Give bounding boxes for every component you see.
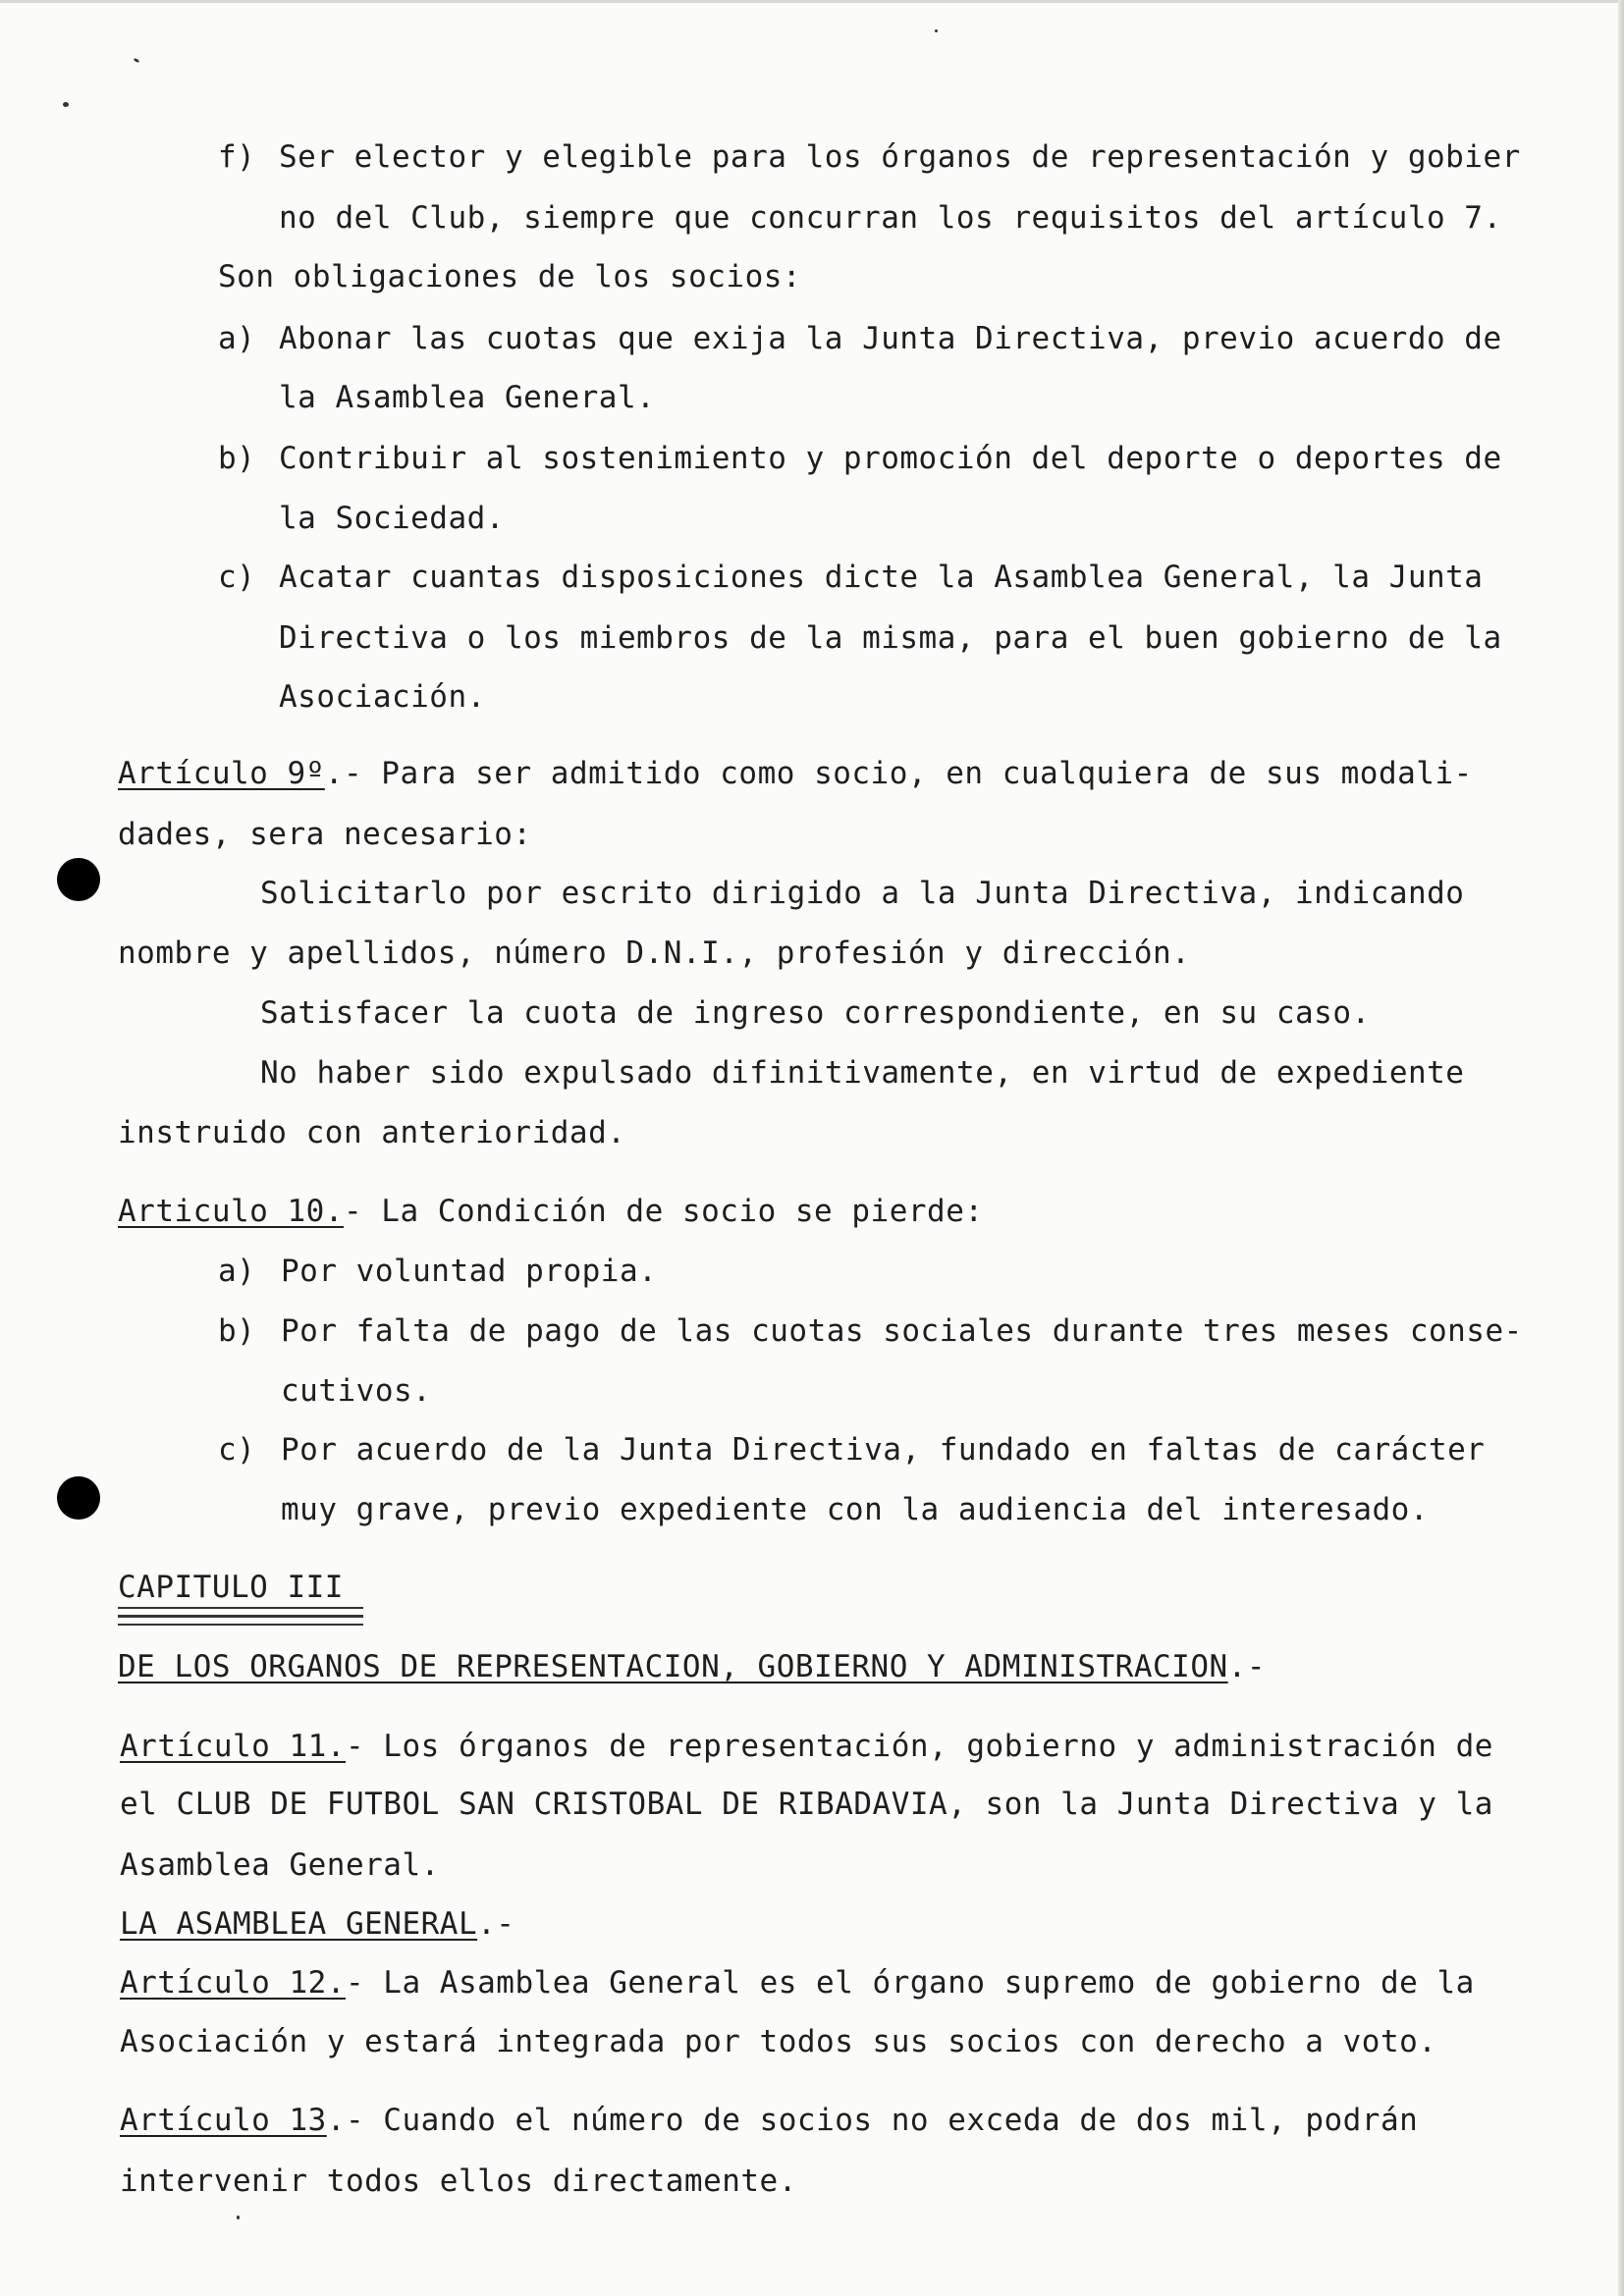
text-line: Por falta de pago de las cuotas sociales durante tres meses conse- bbox=[281, 1313, 1523, 1349]
section-heading-line bbox=[120, 1904, 514, 1944]
list-marker: a) bbox=[218, 321, 256, 356]
list-marker: c) bbox=[218, 1432, 256, 1468]
list-marker: f) bbox=[218, 139, 256, 175]
article-text: - Los órganos de representación, gobierno y administración de bbox=[345, 1729, 1493, 1764]
list-marker: b) bbox=[218, 441, 256, 476]
page-edge-top bbox=[0, 0, 1624, 3]
article-11-line bbox=[120, 1727, 1493, 1766]
text-line: Asociación y estará integrada por todos sus socios con derecho a voto. bbox=[120, 2024, 1437, 2059]
text-line: Solicitarlo por escrito dirigido a la Junta Directiva, indicando bbox=[260, 876, 1465, 911]
text-line: Son obligaciones de los socios: bbox=[218, 259, 802, 294]
text-line: la Sociedad. bbox=[279, 501, 505, 536]
text-line: no del Club, siempre que concurran los requisitos del artículo 7. bbox=[279, 200, 1502, 236]
article-13-line bbox=[120, 2101, 1418, 2140]
article-heading: Artículo 12. bbox=[120, 1965, 346, 2001]
article-text: - La Asamblea General es el órgano supremo de gobierno de la bbox=[345, 1965, 1475, 2001]
punch-hole-bottom bbox=[57, 1476, 100, 1520]
speck-mark bbox=[935, 29, 938, 32]
article-heading: Articulo 10. bbox=[118, 1194, 344, 1229]
speck-mark bbox=[63, 102, 69, 107]
punch-hole-top bbox=[57, 858, 100, 901]
text-line: Asociación. bbox=[279, 679, 486, 715]
text-line: Directiva o los miembros de la misma, para el buen gobierno de la bbox=[279, 620, 1502, 656]
text-line: No haber sido expulsado difinitivamente, en virtud de expediente bbox=[260, 1055, 1465, 1091]
article-12-line bbox=[120, 1963, 1475, 2002]
text-line: cutivos. bbox=[281, 1373, 432, 1409]
speck-mark bbox=[237, 2216, 240, 2219]
page-edge-right bbox=[1618, 0, 1624, 2296]
section-heading-suffix: .- bbox=[477, 1906, 515, 1942]
article-heading: Artículo 9º bbox=[118, 756, 325, 791]
text-line: instruido con anterioridad. bbox=[118, 1115, 626, 1150]
text-line: Por acuerdo de la Junta Directiva, fundado en faltas de carácter bbox=[281, 1432, 1486, 1468]
text-line: Ser elector y elegible para los órganos de representación y gobier bbox=[279, 139, 1521, 175]
speck-mark bbox=[134, 58, 140, 64]
text-line: el CLUB DE FUTBOL SAN CRISTOBAL DE RIBADAVIA, son la Junta Directiva y la bbox=[120, 1787, 1493, 1822]
chapter-double-underline bbox=[118, 1615, 363, 1626]
text-line: Abonar las cuotas que exija la Junta Directiva, previo acuerdo de bbox=[279, 321, 1502, 356]
list-marker: b) bbox=[218, 1313, 256, 1349]
article-text: .- Para ser admitido como socio, en cualquiera de sus modali- bbox=[324, 756, 1473, 791]
chapter-subtitle: DE LOS ORGANOS DE REPRESENTACION, GOBIERNO Y ADMINISTRACION bbox=[118, 1649, 1228, 1684]
text-line: Satisfacer la cuota de ingreso correspondiente, en su caso. bbox=[260, 995, 1371, 1031]
list-marker: a) bbox=[218, 1254, 256, 1289]
article-10-line bbox=[118, 1192, 984, 1231]
text-line: intervenir todos ellos directamente. bbox=[120, 2163, 797, 2199]
article-heading: Artículo 13 bbox=[120, 2103, 327, 2138]
article-text: - La Condición de socio se pierde: bbox=[343, 1194, 984, 1229]
text-line: Asamblea General. bbox=[120, 1847, 440, 1883]
text-line: muy grave, previo expediente con la audiencia del interesado. bbox=[281, 1492, 1429, 1527]
text-line: la Asamblea General. bbox=[279, 380, 656, 415]
chapter-title: CAPITULO III bbox=[118, 1570, 344, 1605]
text-line: nombre y apellidos, número D.N.I., profesión y dirección. bbox=[118, 935, 1191, 971]
text-line: dades, sera necesario: bbox=[118, 817, 532, 852]
text-line: Por voluntad propia. bbox=[281, 1254, 658, 1289]
article-heading: Artículo 11. bbox=[120, 1729, 346, 1764]
article-9-line bbox=[118, 754, 1473, 793]
article-text: .- Cuando el número de socios no exceda de dos mil, podrán bbox=[326, 2103, 1419, 2138]
list-marker: c) bbox=[218, 560, 256, 595]
text-line: Acatar cuantas disposiciones dicte la Asamblea General, la Junta bbox=[279, 560, 1484, 595]
text-line: Contribuir al sostenimiento y promoción del deporte o deportes de bbox=[279, 441, 1502, 476]
chapter-subtitle-line bbox=[118, 1647, 1266, 1686]
section-heading: LA ASAMBLEA GENERAL bbox=[120, 1906, 478, 1942]
chapter-subtitle-suffix: .- bbox=[1227, 1649, 1266, 1684]
